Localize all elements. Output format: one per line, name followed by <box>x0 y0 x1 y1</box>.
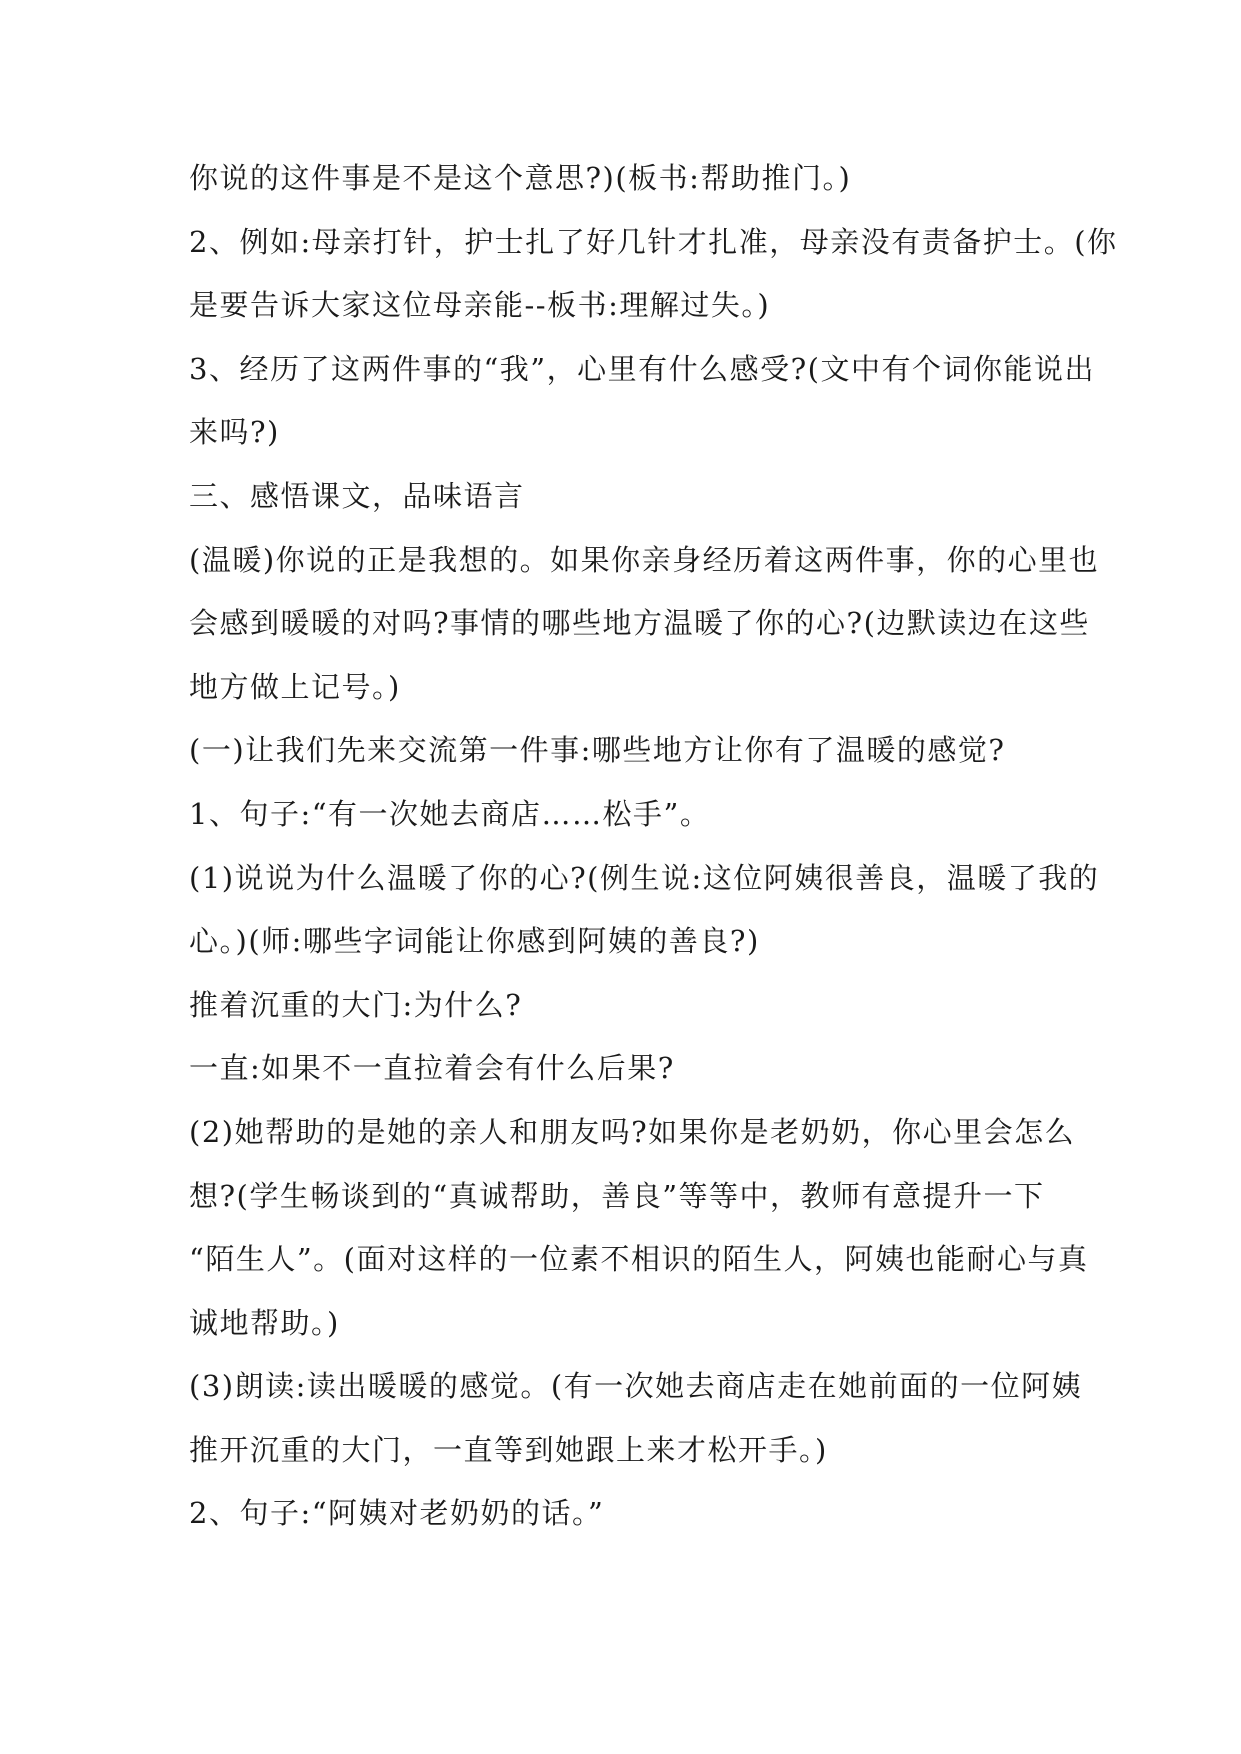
text-line-2: 2、例如:母亲打针，护士扎了好几针才扎准，母亲没有责备护士。(你 <box>189 224 1118 259</box>
text-line-11: 1、句子:“有一次她去商店……松手”。 <box>189 796 711 831</box>
subsection-heading: (一)让我们先来交流第一件事:哪些地方让你有了温暖的感觉? <box>189 733 1006 768</box>
text-line-4: 3、经历了这两件事的“我”，心里有什么感受?(文中有个词你能说出 <box>189 351 1095 386</box>
text-line-15: 一直:如果不一直拉着会有什么后果? <box>189 1051 675 1086</box>
text-line-17: 想?(学生畅谈到的“真诚帮助，善良”等等中，教师有意提升一下 <box>189 1178 1045 1213</box>
text-line-12: (1)说说为什么温暖了你的心?(例生说:这位阿姨很善良，温暖了我的 <box>189 860 1100 895</box>
text-line-5: 来吗?) <box>189 415 280 450</box>
text-line-21: 推开沉重的大门，一直等到她跟上来才松开手。) <box>189 1432 828 1467</box>
text-line-1: 你说的这件事是不是这个意思?)(板书:帮助推门。) <box>189 161 852 195</box>
text-line-13: 心。)(师:哪些字词能让你感到阿姨的善良?) <box>189 924 760 959</box>
text-line-22: 2、句子:“阿姨对老奶奶的话。” <box>189 1496 605 1531</box>
text-line-7: (温暖)你说的正是我想的。如果你亲身经历着这两件事，你的心里也 <box>189 542 1100 577</box>
text-line-20: (3)朗读:读出暖暖的感觉。(有一次她去商店走在她前面的一位阿姨 <box>189 1369 1083 1404</box>
text-line-16: (2)她帮助的是她的亲人和朋友吗?如果你是老奶奶，你心里会怎么 <box>189 1114 1076 1149</box>
text-body <box>189 158 1118 1557</box>
text-line-9: 地方做上记号。) <box>189 669 401 704</box>
text-line-14: 推着沉重的大门:为什么? <box>189 987 523 1022</box>
text-line-19: 诚地帮助。) <box>189 1305 340 1340</box>
text-line-8: 会感到暖暖的对吗?事情的哪些地方温暖了你的心?(边默读边在这些 <box>189 606 1090 641</box>
section-heading: 三、感悟课文，品味语言 <box>189 478 525 513</box>
text-line-3: 是要告诉大家这位母亲能--板书:理解过失。) <box>189 288 771 323</box>
text-line-18: “陌生人”。(面对这样的一位素不相识的陌生人，阿姨也能耐心与真 <box>189 1242 1089 1277</box>
